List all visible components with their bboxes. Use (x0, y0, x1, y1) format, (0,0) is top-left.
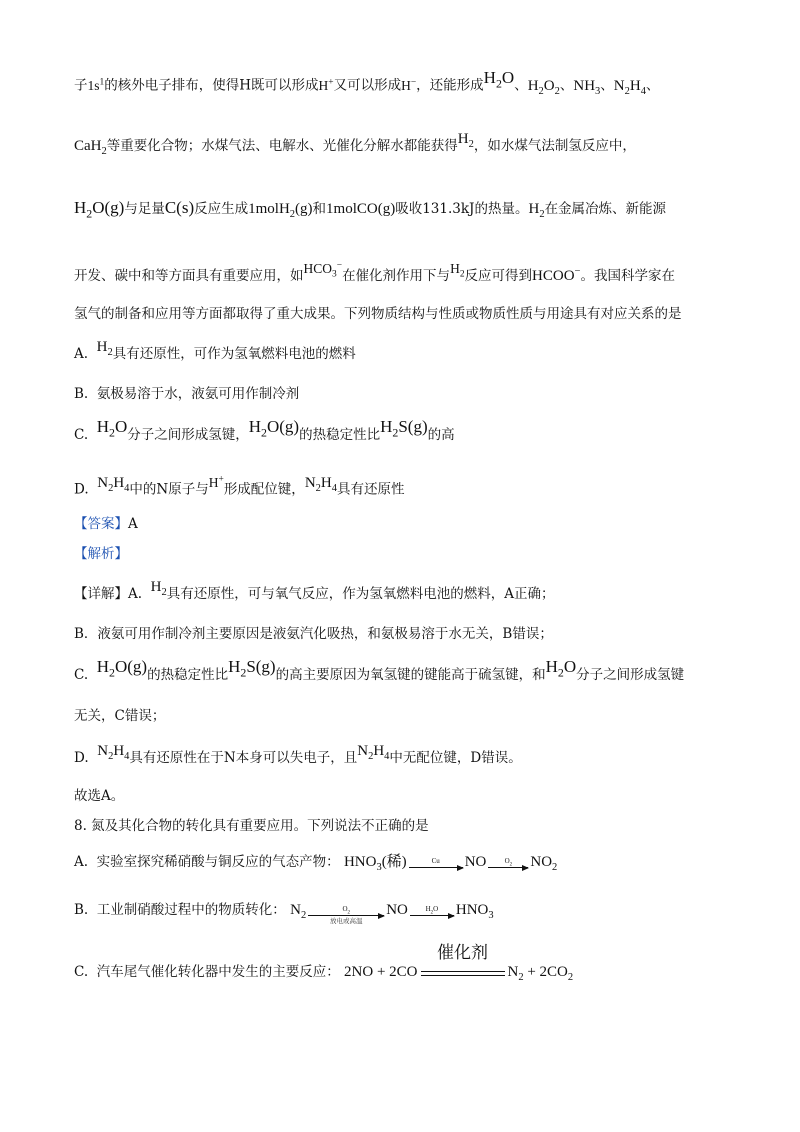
detail-line-1: 【详解】A. $H_2$具有还原性，可与氧气反应，作为氢氧燃料电池的燃料，A正确； (74, 579, 555, 602)
analysis-label: 【解析】 (74, 546, 128, 562)
formula-n2h4: $N_2H_4$ (97, 474, 130, 494)
detail-line-4: 无关，C错误； (74, 708, 166, 724)
formula-hcoo-minus: HCOO− (532, 266, 581, 284)
formula-hco3-minus: $HCO_3^-$ (303, 260, 343, 280)
option-a: A. $H_2$具有还原性，可作为氢氧燃料电池的燃料 (74, 339, 356, 362)
formula-n2h4: $N_2H_4$ (613, 77, 646, 97)
formula-h-plus: H+ (208, 474, 224, 490)
formula-h2: $H_2$ (457, 131, 474, 150)
option-b: B. 氨极易溶于水，液氨可用作制冷剂 (74, 386, 300, 402)
formula-h2o-g: $H_2O(g)$ (248, 417, 300, 440)
formula-h2o: $H_2O$ (545, 657, 577, 680)
formula-1mol-h2: 1molH$_2$(g) (248, 201, 313, 220)
option-c: C. $H_2O$分子之间形成氢键，$H_2O(g)$的热稳定性比$H_2S(g)$的高 (74, 417, 455, 443)
arrow-o2-discharge: $O_2$ 放电或高温 (308, 905, 384, 916)
q8-option-b: B. 工业制硝酸过程中的物质转化： $N_2O_2$ 放电或高温 NO $H_2O$ $HNO_3$ (74, 902, 494, 926)
text: 子 (74, 77, 88, 94)
detail-line-3: C. $H_2O(g)$的热稳定性比$H_2S(g)$的高主要原因为氧氢键的键能高于硫氢键，和$H_2O$分子之间形成氢键 (74, 657, 685, 683)
text: 又可以形成 (333, 77, 402, 94)
answer-label: 【答案】 (74, 516, 128, 532)
formula-h-minus: H− (401, 77, 417, 93)
detail-line-6: 故选A。 (74, 788, 125, 804)
equation-a: $HNO_3$(稀) Cu NO $O_2$ $NO_2$ (343, 854, 558, 873)
formula-h2s-g: $H_2S(g)$ (228, 657, 276, 680)
formula-c-s: C(s) (164, 198, 195, 217)
formula-h2s-g: $H_2S(g)$ (380, 417, 428, 440)
formula-h-plus: H+ (318, 77, 334, 93)
formula-h2o-g: $H_2O(g)$ (96, 657, 148, 680)
formula-n2h4: $N_2H_4$ (97, 743, 130, 762)
text: ，如水煤气法制氢反应中， (473, 138, 636, 154)
formula-nh3: $NH_3$ (573, 77, 601, 97)
answer-line (74, 514, 740, 534)
formula-h2: $H_2$ (450, 261, 465, 280)
text: 的核外电子排布，使得H既可以形成 (104, 77, 319, 94)
q8-option-a: A. 实验室探究稀硝酸与铜反应的气态产物： $HNO_3$(稀) Cu NO $O_2$ $NO_2$ (74, 854, 558, 873)
formula-h2: $H_2$ (528, 201, 545, 220)
detail-line-2: B．液氨可用作制冷剂主要原因是液氨汽化吸热，和氨极易溶于水无关，B错误； (74, 626, 553, 642)
formula-1mol-co: 1molCO(g) (326, 201, 396, 217)
option-d: D. $N_2H_4$中的N原子与H+形成配位键，$N_2H_4$具有还原性 (74, 474, 405, 498)
formula-h2o2: $H_2O_2$ (527, 77, 560, 97)
text: ，还能形成 (416, 77, 484, 94)
intro-line-1: 子$1s^1$的核外电子排布，使得H既可以形成H+又可以形成H−，还能形成$H_2O$、$H_2O_2$、$NH_3$、$N_2H_4$、 (74, 67, 660, 97)
formula-n2h4: $N_2H_4$ (357, 743, 390, 762)
equation-b: $N_2O_2$ 放电或高温 NO $H_2O$ $HNO_3$ (290, 902, 494, 926)
formula-h2o: $H_2O$ (483, 67, 515, 90)
intro-line-2 (74, 131, 740, 162)
arrow-h2o: $H_2O$ (410, 905, 454, 916)
formula-cah2: CaH$_2$ (74, 138, 107, 157)
formula-n2h4: $N_2H_4$ (304, 474, 337, 494)
q8-option-c: C. 汽车尾气催化转化器中发生的主要反应： 2NO + 2CO 催化剂 $N_2 + 2CO_2$ (74, 942, 574, 983)
q8-stem: 8. 氮及其化合物的转化具有重要应用。下列说法不正确的是 (74, 818, 429, 834)
intro-line-3: $H_2O(g)$与足量C(s)反应生成1molH$_2$(g)和1molCO(g)吸收131.3kJ的热量。$H_2$在金属冶炼、新能源 (74, 198, 667, 221)
formula-h2: $H_2$ (150, 579, 167, 598)
detail-line-5: D. $N_2H_4$具有还原性在于N本身可以失电子，且$N_2H_4$中无配位键，D错误。 (74, 743, 522, 766)
catalyst-equals-sign: 催化剂 (421, 969, 505, 977)
formula-1s1: $1s^1$ (87, 77, 105, 93)
formula-h2o: $H_2O$ (96, 417, 128, 440)
text: 等重要化合物；水煤气法、电解水、光催化分解水都能获得 (106, 138, 458, 154)
equation-c: 2NO + 2CO 催化剂 $N_2 + 2CO_2$ (344, 942, 574, 983)
formula-h2o-g: $H_2O(g)$ (74, 198, 125, 221)
question-stem: 氢气的制备和应用等方面都取得了重大成果。下列物质结构与性质或物质性质与用途具有对应关系的是 (74, 306, 682, 322)
answer-value: A (128, 516, 138, 532)
intro-line-4: 开发、碳中和等方面具有重要应用，如$HCO_3^-$在催化剂作用下与$H_2$反应可得到HCOO−。我国科学家在 (74, 260, 675, 284)
formula-h2: $H_2$ (96, 339, 113, 358)
arrow-o2: $O_2$ (488, 857, 528, 868)
arrow-cu: Cu (409, 857, 463, 868)
